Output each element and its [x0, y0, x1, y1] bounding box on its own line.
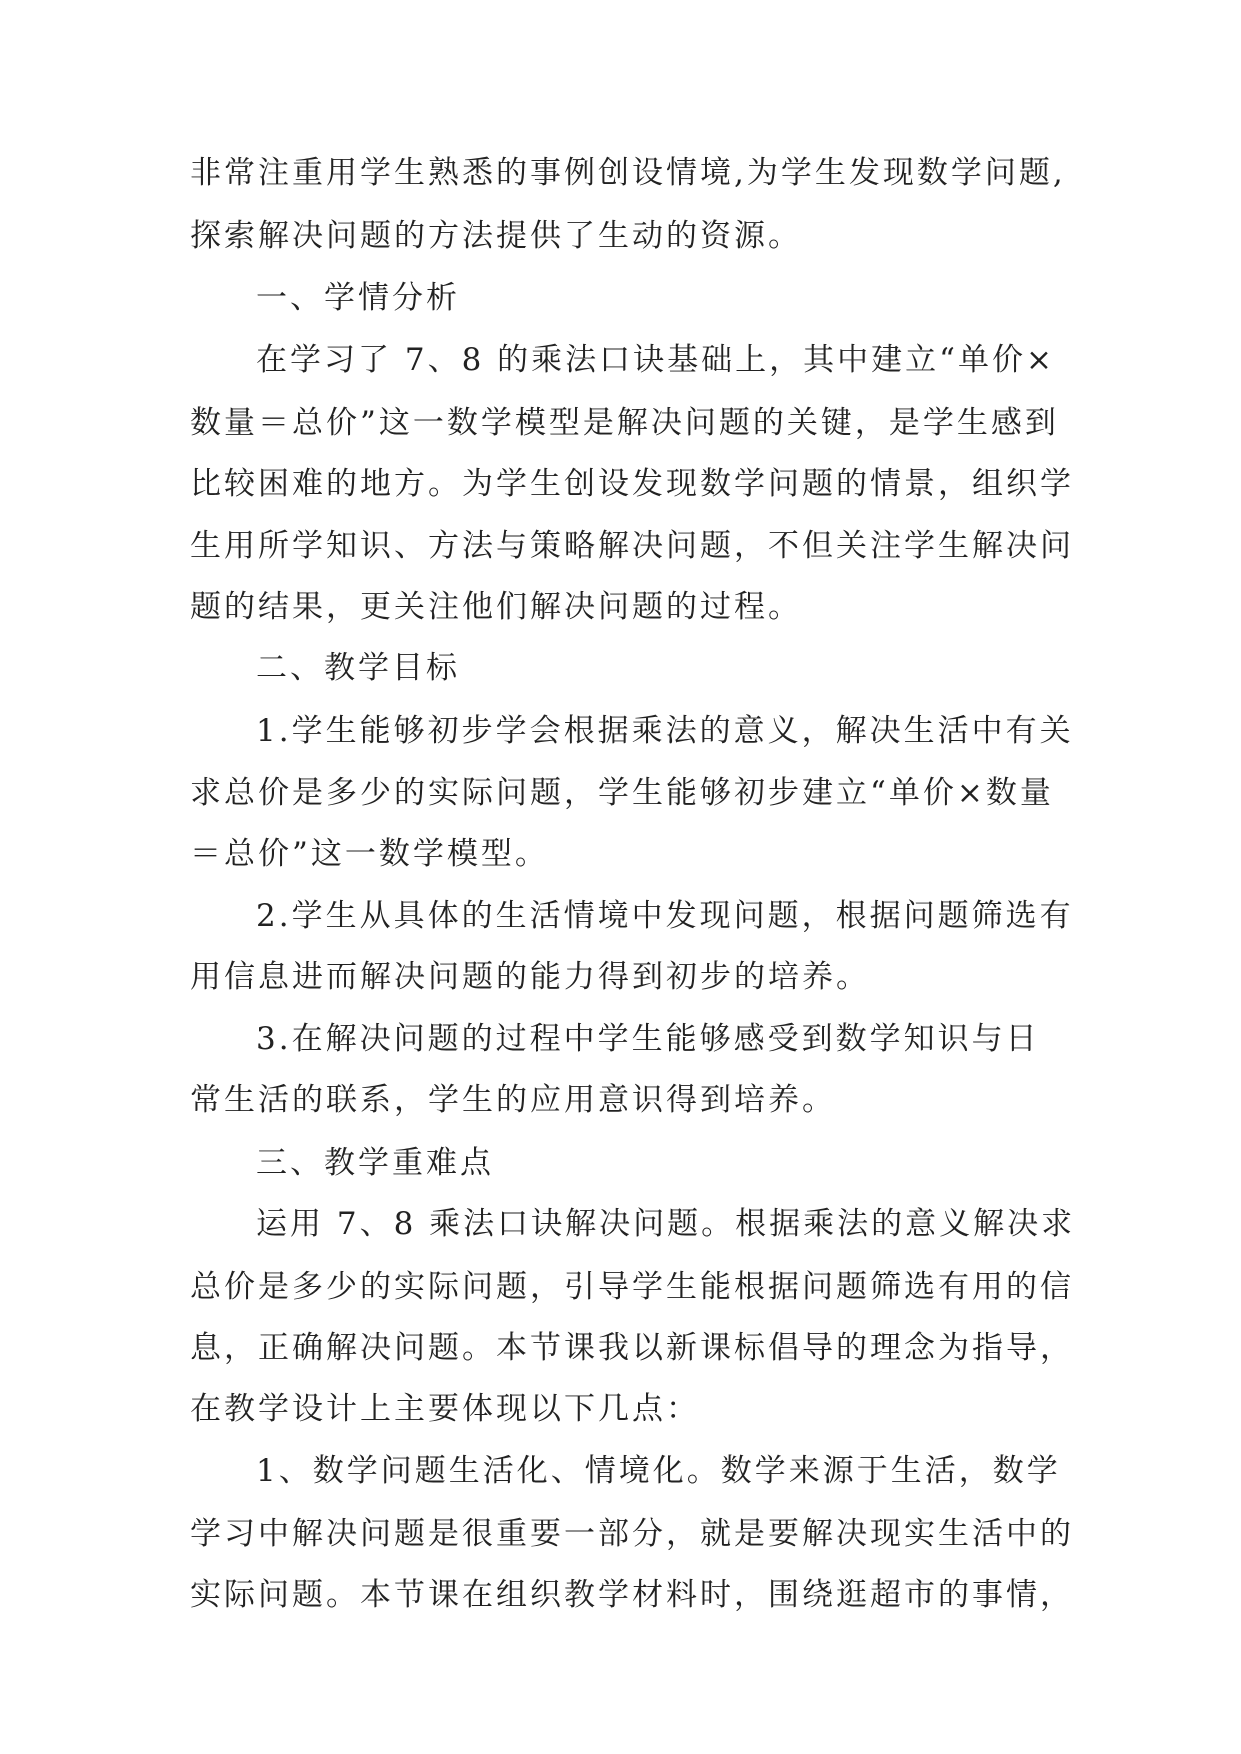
text-line: ＝总价”这一数学模型。: [190, 836, 549, 872]
text-line: 运用 7、8 乘法口诀解决问题。根据乘法的意义解决求: [256, 1206, 1076, 1242]
text-line: 在教学设计上主要体现以下几点：: [190, 1391, 700, 1427]
section-heading: 三、教学重难点: [256, 1145, 494, 1181]
text-line: 学习中解决问题是很重要一部分，就是要解决现实生活中的: [190, 1516, 1074, 1552]
text-line: 数量＝总价”这一数学模型是解决问题的关键，是学生感到: [190, 405, 1059, 441]
text-line: 1.学生能够初步学会根据乘法的意义，解决生活中有关: [256, 713, 1074, 749]
section-heading: 一、学情分析: [256, 280, 460, 316]
text-line: 实际问题。本节课在组织教学材料时，围绕逛超市的事情，: [190, 1577, 1074, 1613]
text-line: 在学习了 7、8 的乘法口诀基础上，其中建立“单价×: [256, 342, 1055, 378]
text-line: 息，正确解决问题。本节课我以新课标倡导的理念为指导，: [190, 1330, 1074, 1366]
text-line: 用信息进而解决问题的能力得到初步的培养。: [190, 959, 870, 995]
text-line: 总价是多少的实际问题，引导学生能根据问题筛选有用的信: [190, 1269, 1074, 1305]
text-line: 2.学生从具体的生活情境中发现问题，根据问题筛选有: [256, 898, 1074, 934]
text-line: 探索解决问题的方法提供了生动的资源。: [190, 218, 802, 254]
section-heading: 二、教学目标: [256, 650, 460, 686]
text-line: 3.在解决问题的过程中学生能够感受到数学知识与日: [256, 1021, 1040, 1057]
text-line: 题的结果，更关注他们解决问题的过程。: [190, 589, 802, 625]
text-line: 求总价是多少的实际问题，学生能够初步建立“单价×数量: [190, 775, 1054, 811]
text-line: 生用所学知识、方法与策略解决问题，不但关注学生解决问: [190, 528, 1074, 564]
text-line: 比较困难的地方。为学生创设发现数学问题的情景，组织学: [190, 466, 1074, 502]
text-line: 常生活的联系，学生的应用意识得到培养。: [190, 1082, 836, 1118]
text-line: 1、数学问题生活化、情境化。数学来源于生活，数学: [256, 1453, 1061, 1489]
text-line: 非常注重用学生熟悉的事例创设情境,为学生发现数学问题,: [190, 155, 1066, 191]
